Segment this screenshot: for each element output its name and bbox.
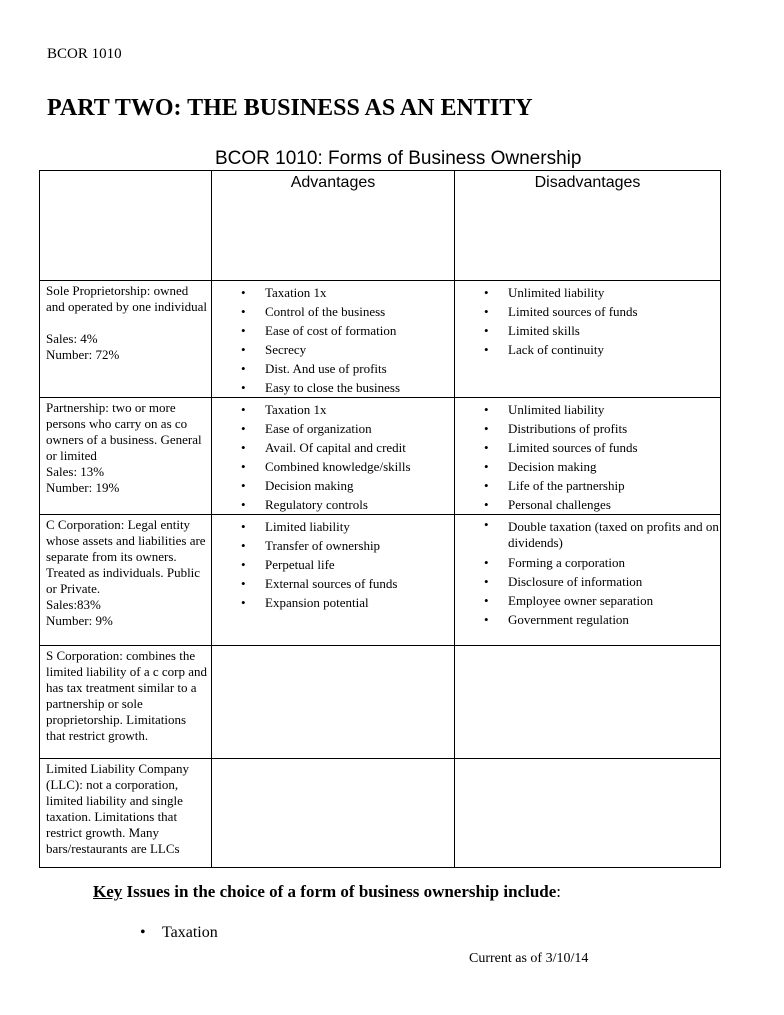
- list-item: • Avail. Of capital and credit: [212, 438, 454, 457]
- list-item: • Regulatory controls: [212, 495, 454, 514]
- list-item: • Decision making: [212, 476, 454, 495]
- table-caption: BCOR 1010: Forms of Business Ownership: [215, 148, 582, 169]
- form-label-cell: [40, 281, 212, 398]
- key-issues-heading: [93, 882, 561, 902]
- table-row-llc: [40, 759, 721, 868]
- form-description: Partnership: two or more persons who carry on as co owners of a business. General or limited Sales: 13% Number: 19%: [46, 400, 202, 495]
- list-item: • Taxation: [140, 924, 218, 942]
- list-item: • Limited skills: [455, 321, 720, 340]
- list-item: • Life of the partnership: [455, 476, 720, 495]
- list-item: • Easy to close the business: [212, 378, 454, 397]
- list-item: • Combined knowledge/skills: [212, 457, 454, 476]
- list-item: • Ease of organization: [212, 419, 454, 438]
- page-title: PART TWO: THE BUSINESS AS AN ENTITY: [47, 95, 533, 121]
- key-issues-colon: :: [556, 882, 562, 901]
- advantages-list: [212, 281, 454, 397]
- form-label-cell: [40, 759, 212, 868]
- form-description: Sole Proprietorship: owned and operated by one individual Sales: 4% Number: 72%: [46, 283, 208, 362]
- form-description: Limited Liability Company (LLC): not a corporation, limited liability and single taxation. Limitations that restrict growth. Many bars/restaurants are LLCs: [46, 761, 189, 856]
- list-item: • Distributions of profits: [455, 419, 720, 438]
- form-label-cell: [40, 398, 212, 515]
- list-item: • Dist. And use of profits: [212, 359, 454, 378]
- disadvantages-cell: [455, 646, 721, 759]
- table-header-row: [40, 171, 721, 281]
- list-item: • Personal challenges: [455, 495, 720, 514]
- advantages-cell: [212, 515, 455, 646]
- advantages-cell: [212, 646, 455, 759]
- list-item: • Taxation 1x: [212, 400, 454, 419]
- list-item: • Forming a corporation: [455, 553, 720, 572]
- list-item: • Lack of continuity: [455, 340, 720, 359]
- list-item: • Perpetual life: [212, 555, 454, 574]
- list-item: • Employee owner separation: [455, 591, 720, 610]
- table-row-c-corporation: [40, 515, 721, 646]
- table-row-s-corporation: [40, 646, 721, 759]
- list-item: • Ease of cost of formation: [212, 321, 454, 340]
- table-row-partnership: [40, 398, 721, 515]
- list-item: • Unlimited liability: [455, 400, 720, 419]
- list-item: • Limited sources of funds: [455, 302, 720, 321]
- disadvantages-list: [455, 281, 720, 359]
- footer-date-note: Current as of 3/10/14: [469, 951, 589, 966]
- disadvantages-cell: [455, 281, 721, 398]
- key-issues-heading-text: Issues in the choice of a form of business ownership include: [122, 882, 557, 901]
- header-course-code: BCOR 1010: [47, 46, 122, 62]
- disadvantages-list: [455, 398, 720, 514]
- advantages-list: [212, 515, 454, 612]
- disadvantages-cell: [455, 515, 721, 646]
- table-row-sole-proprietorship: [40, 281, 721, 398]
- list-item: • Secrecy: [212, 340, 454, 359]
- list-item: • Expansion potential: [212, 593, 454, 612]
- header-cell-form: [40, 171, 212, 281]
- form-label-cell: [40, 515, 212, 646]
- header-cell-advantages: Advantages: [212, 171, 455, 281]
- advantages-cell: [212, 398, 455, 515]
- list-item: • Transfer of ownership: [212, 536, 454, 555]
- advantages-list: [212, 398, 454, 514]
- advantages-cell: [212, 759, 455, 868]
- list-item: • Decision making: [455, 457, 720, 476]
- form-description: S Corporation: combines the limited liability of a c corp and has tax treatment similar to a partnership or sole proprietorship. Limitations that restrict growth.: [46, 648, 208, 743]
- ownership-forms-table: [39, 170, 721, 868]
- list-item: • Double taxation (taxed on profits and on dividends): [455, 517, 720, 553]
- list-item: • Limited sources of funds: [455, 438, 720, 457]
- disadvantages-list: [455, 515, 720, 629]
- disadvantages-cell: [455, 398, 721, 515]
- list-item: • External sources of funds: [212, 574, 454, 593]
- disadvantages-cell: [455, 759, 721, 868]
- list-item: • Limited liability: [212, 517, 454, 536]
- key-issues-list: [140, 924, 218, 942]
- header-cell-disadvantages: Disadvantages: [455, 171, 721, 281]
- list-item: • Government regulation: [455, 610, 720, 629]
- list-item: • Control of the business: [212, 302, 454, 321]
- key-issues-key-word: Key: [93, 882, 123, 901]
- advantages-cell: [212, 281, 455, 398]
- list-item: • Unlimited liability: [455, 283, 720, 302]
- list-item: • Disclosure of information: [455, 572, 720, 591]
- form-label-cell: [40, 646, 212, 759]
- form-description: C Corporation: Legal entity whose assets and liabilities are separate from its owners. Treated as individuals. Public or Private. Sales:83% Number: 9%: [46, 517, 206, 628]
- list-item: • Taxation 1x: [212, 283, 454, 302]
